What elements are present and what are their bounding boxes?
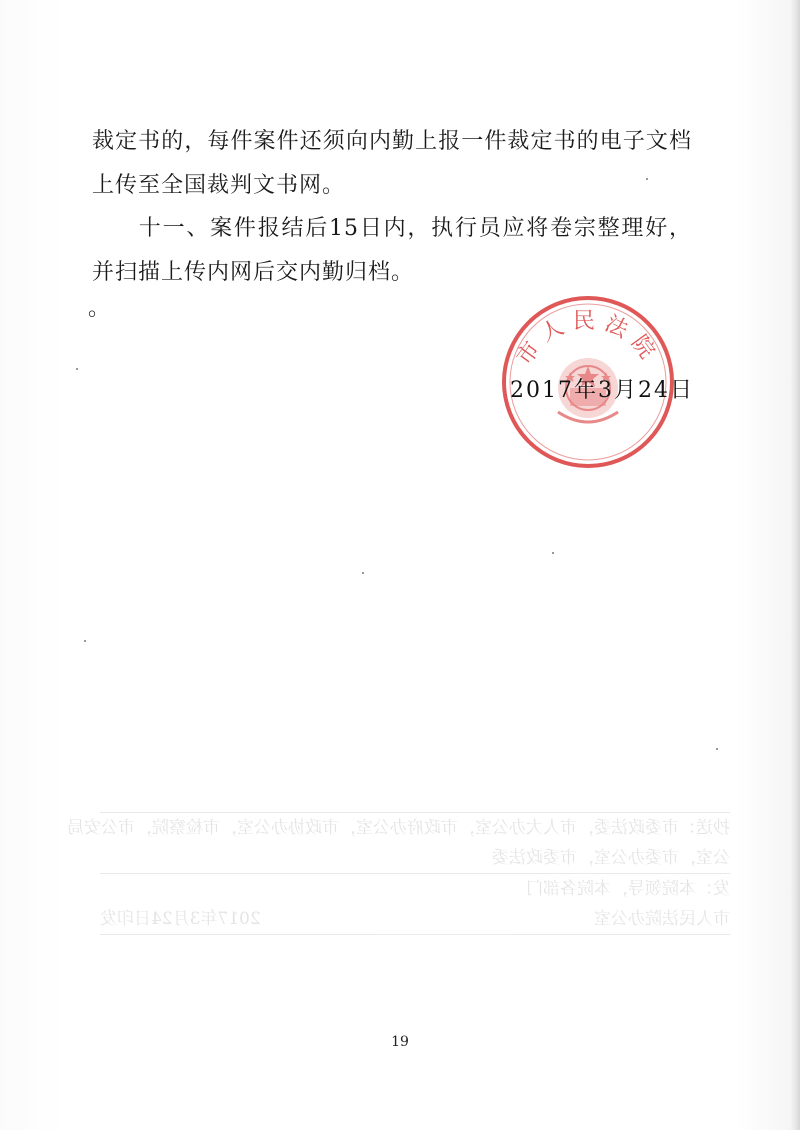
bleed-line-2: 公室，市委办公室，市委政法委 — [492, 848, 730, 868]
bleed-rule-bottom — [100, 934, 730, 935]
scan-speck — [76, 368, 78, 370]
scan-speck — [646, 178, 648, 180]
page-edge-shadow — [790, 0, 800, 1130]
scan-speck — [362, 572, 364, 574]
seal-text: 市人民法院 — [512, 309, 664, 370]
page-number: 19 — [391, 1034, 409, 1050]
scan-speck — [716, 748, 718, 750]
scan-speck — [84, 640, 86, 642]
bleed-through-text — [67, 812, 730, 935]
paragraph-1: 裁定书的，每件案件还须向内勤上报一件裁定书的电子文档上传至全国裁判文书网。 — [92, 129, 692, 198]
paragraph-2 — [92, 207, 692, 295]
paragraph-2-text: 十一、案件报结后15日内，执行员应将卷宗整理好，并扫描上传内网后交内勤归档。 — [92, 216, 692, 285]
bleed-line-4 — [100, 904, 730, 934]
signature-date: 2017年3月24日 — [510, 378, 694, 403]
bleed-line-1: 抄送：市委政法委，市人大办公室，市政府办公室，市政协办公室，市检察院，市公安局 — [67, 818, 730, 838]
scan-speck — [552, 552, 554, 554]
bleed-line-3: 发：本院领导，本院各部门 — [526, 879, 730, 899]
stray-period: 。 — [88, 296, 111, 321]
bleed-issuer: 市人民法院办公室 — [594, 909, 730, 929]
bleed-issue-date: 2017年3月24日印发 — [100, 909, 261, 929]
